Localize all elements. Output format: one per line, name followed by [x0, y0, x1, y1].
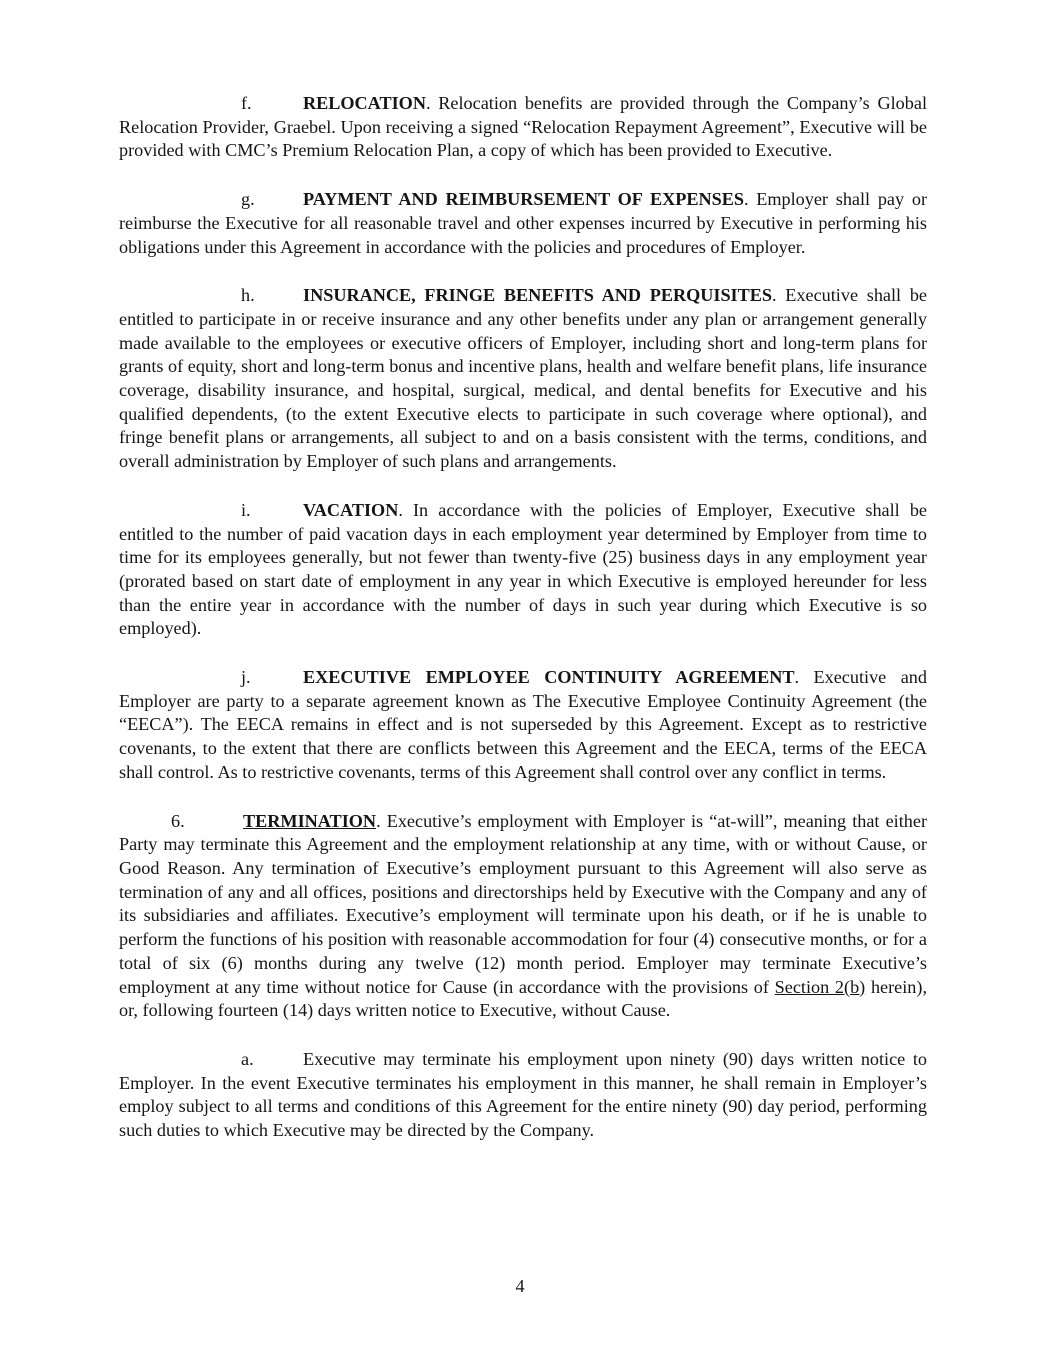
paragraph-body: . Executive and Employer are party to a separate agreement known as The Executive Employee Continuity Agreement (the “EECA”). The EECA remains in effect and is not superseded by this Agreement. Except as to restrictive covenants, to the extent that there are conflicts between this Agreement and the EECA, terms of the EECA shall control. As to restrictive covenants, terms of this Agreement shall control over any conflict in terms. — [119, 667, 927, 782]
paragraph-heading: RELOCATION — [303, 93, 426, 113]
paragraph-heading: PAYMENT AND REIMBURSEMENT OF EXPENSES — [303, 189, 744, 210]
paragraph-label: j. — [241, 667, 251, 688]
paragraph-body-continued: herein), or, following fourteen (14) days written notice to Executive, without Cause. — [119, 976, 927, 1021]
paragraph-body: . Employer shall pay or reimburse the Executive for all reasonable travel and other expenses incurred by Executive in performing his obligations under this Agreement in accordance with the policies and procedures of Employer. — [119, 189, 927, 257]
paragraph-body: Executive may terminate his employment upon ninety (90) days written notice to Employer. In the event Executive terminates his employment in this manner, he shall remain in Employer’s employ subject to all terms and conditions of this Agreement for the entire ninety (90) day period, performing such duties to which Executive may be directed by the Company. — [119, 1048, 927, 1141]
paragraph-termination — [119, 810, 927, 1023]
paragraph-relocation — [119, 92, 927, 163]
paragraph-termination-a — [119, 1048, 927, 1143]
paragraph-insurance — [119, 284, 927, 474]
paragraph-body: . In accordance with the policies of Employer, Executive shall be entitled to the number of paid vacation days in each employment year determined by Employer from time to time for its employees generally, but not fewer than twenty-five (25) business days in any employment year (prorated based on start date of employment in any year in which Executive is employed hereunder for less than the entire year in accordance with the number of days in such year during which Executive is so employed). — [119, 499, 927, 639]
paragraph-heading: VACATION — [303, 499, 399, 520]
paragraph-label: g. — [241, 189, 255, 210]
paragraph-heading: EXECUTIVE EMPLOYEE CONTINUITY AGREEMENT — [303, 667, 795, 688]
paragraph-label: a. — [241, 1048, 254, 1069]
paragraph-label: f. — [241, 93, 252, 113]
paragraph-label: i. — [241, 499, 251, 520]
paragraph-body: . Executive shall be entitled to participate in or receive insurance and any other benefits under any plan or arrangement generally made available to the employees or executive officers of Employer, including short and long-term plans for grants of equity, short and long-term bonus and incentive plans, health and welfare benefit plans, life insurance coverage, disability insurance, and hospital, surgical, medical, and dental benefits for Executive and his qualified dependents, (to the extent Executive elects to participate in such coverage where optional), and fringe benefit plans or arrangements, all subject to and on a basis consistent with the terms, conditions, and overall administration by Employer of such plans and arrangements. — [119, 285, 927, 472]
paragraph-label: h. — [241, 285, 255, 306]
paragraph-expenses — [119, 188, 927, 259]
page-number: 4 — [515, 1276, 525, 1296]
paragraph-eeca — [119, 666, 927, 785]
paragraph-body: . Executive’s employment with Employer is “at-will”, meaning that either Party may terminate this Agreement and the employment relationship at any time, with or without Cause, or Good Reason. Any termination of Executive’s employment pursuant to this Agreement will also serve as termination of any and all offices, positions and directorships held by Executive with the Company and any of its subsidiaries and affiliates. Executive’s employment will terminate upon his death, or if he is unable to perform the functions of his position with reasonable accommodation for four (4) consecutive months, or for a total of six (6) months during any twelve (12) month period. Employer may terminate Executive’s employment at any time without notice for Cause (in accordance with the provisions of — [119, 810, 927, 997]
section-reference-link[interactable]: Section 2(b) — [774, 976, 866, 997]
section-heading: TERMINATION — [243, 810, 377, 831]
section-label: 6. — [171, 810, 185, 831]
paragraph-body: . Relocation benefits are provided through the Company’s Global Relocation Provider, Graebel. Upon receiving a signed “Relocation Repayment Agreement”, Executive will be provided with CMC’s Premium Relocation Plan, a copy of which has been provided to Executive. — [119, 93, 927, 161]
paragraph-vacation — [119, 499, 927, 641]
paragraph-heading: INSURANCE, FRINGE BENEFITS AND PERQUISITES — [303, 285, 773, 306]
